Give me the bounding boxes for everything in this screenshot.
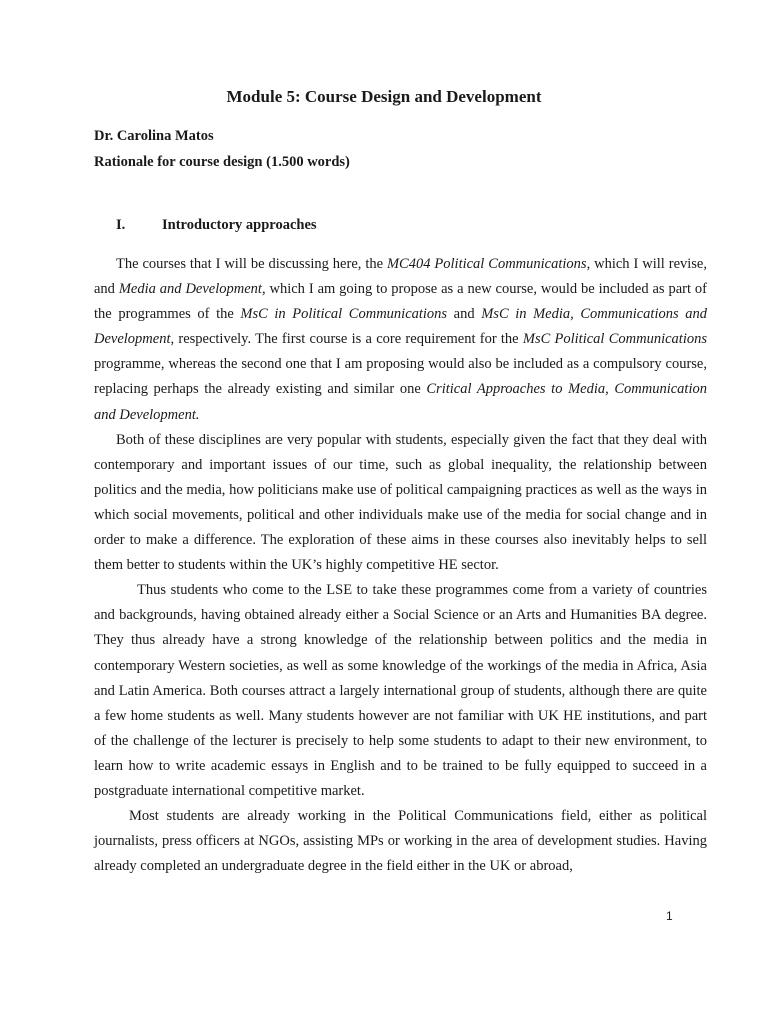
author-name: Dr. Carolina Matos (94, 128, 214, 144)
paragraph-1 (94, 252, 707, 428)
italic-programme-name: MsC Political Communications (522, 331, 707, 348)
text-run: , which I will revise, and (94, 256, 707, 298)
page-number: 1 (666, 909, 673, 923)
text-run: programme, whereas the second one that I am proposing would also be included as a compulsory course, replacing perhaps the already existing and similar one (94, 356, 707, 398)
text-run: , respectively. The first course is a core requirement for the (170, 331, 523, 348)
italic-programme-name: MsC in Media, Communications and Development (94, 306, 707, 348)
section-number: I. (116, 217, 126, 233)
paragraph-4: Most students are already working in the Political Communications field, either as political journalists, press officers at NGOs, assisting MPs or working in the area of development studies. Having already completed an undergraduate degree in the field either in the UK or abroad, (94, 808, 707, 875)
italic-programme-name: MsC in Political Communications (240, 306, 448, 323)
text-run: The courses that I will be discussing here, the (116, 256, 387, 272)
text-run: and (447, 306, 482, 323)
italic-course-name: Critical Approaches to Media, Communication and Development. (94, 381, 707, 423)
paragraph-2: Both of these disciplines are very popular with students, especially given the fact that they deal with contemporary and important issues of our time, such as global inequality, the relationship between politics and the media, how politicians make use of political campaigning practices as well as the ways in which social movements, political and other individuals make use of the media for social change and in order to make a difference. The exploration of these aims in these courses also inevitably helps to sell them better to students within the UK’s highly competitive HE sector. (94, 431, 707, 574)
section-heading (116, 215, 317, 235)
text-run: , which I am going to propose as a new course, would be included as part of the programmes of the (94, 281, 707, 323)
document-title: Module 5: Course Design and Development (226, 87, 542, 106)
body-text (94, 252, 707, 879)
rationale-heading: Rationale for course design (1.500 words) (94, 154, 350, 170)
italic-course-name: MC404 Political Communications (386, 256, 587, 272)
paragraph-3: Thus students who come to the LSE to take these programmes come from a variety of countries and backgrounds, having obtained already either a Social Science or an Arts and Humanities BA degree. They thus already have a strong knowledge of the relationship between politics and the media in contemporary Western societies, as well as some knowledge of the workings of the media in Africa, Asia and Latin America. Both courses attract a largely international group of students, although there are quite a few home students as well. Many students however are not familiar with UK HE institutions, and part of the challenge of the lecturer is precisely to help some students to adapt to their new environment, to learn how to write academic essays in English and to be trained to be fully equipped to succeed in a postgraduate international competitive market. (94, 582, 707, 799)
italic-course-name: Media and Development (118, 281, 262, 298)
section-title: Introductory approaches (162, 217, 317, 233)
